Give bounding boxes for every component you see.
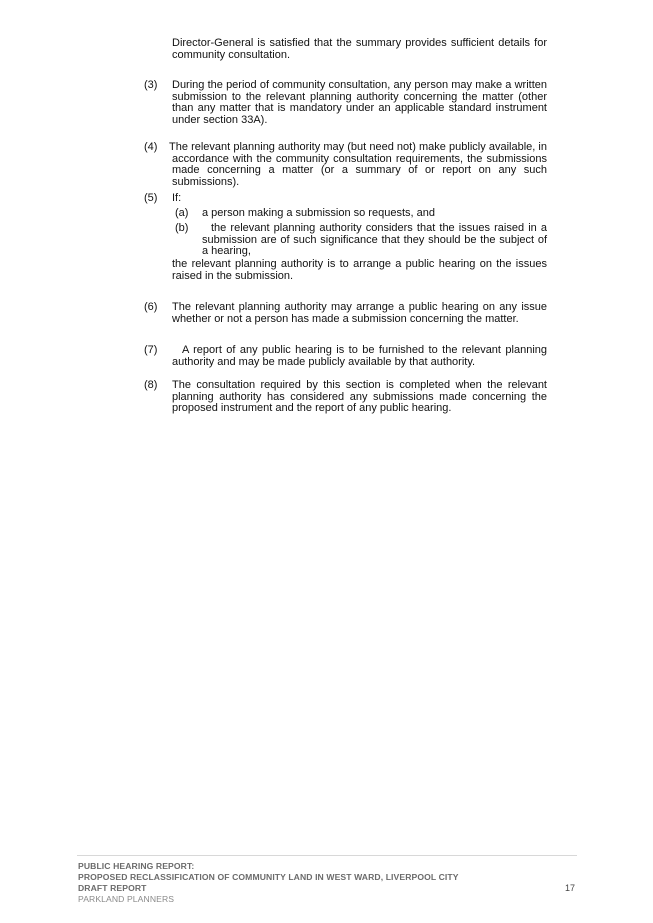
clause-6-number: (6) <box>144 301 158 313</box>
clause-8-text: The consultation required by this section is completed when the relevant planning authority has considered any submissions made concerning the proposed instrument and the report of any public hearing. <box>172 379 547 415</box>
clause-7-text: A report of any public hearing is to be furnished to the relevant planning authority and may be made publicly available by that authority. <box>172 344 547 368</box>
clause-5b-text: the relevant planning authority considers that the issues raised in a submission are of such significance that they should be the subject of a hearing, <box>202 222 547 258</box>
clause-7-number: (7) <box>144 344 158 356</box>
clause-5a-number: (a) <box>175 207 189 219</box>
clause-8-number: (8) <box>144 379 158 391</box>
footer-organisation: PARKLAND PLANNERS <box>78 894 175 904</box>
clause-4-number: (4) <box>144 141 158 153</box>
clause-3-text: During the period of community consultation, any person may make a written submission to the relevant planning authority concerning the matter (other than any matter that is mandatory under an applicable standard instrument under section 33A). <box>172 79 547 126</box>
footer-report-status: DRAFT REPORT <box>78 883 147 893</box>
clause-5b-number: (b) <box>175 222 189 234</box>
page-number: 17 <box>565 883 576 893</box>
clause-6-text: The relevant planning authority may arrange a public hearing on any issue whether or not a person has made a submission concerning the matter. <box>172 301 547 325</box>
footer-divider <box>77 855 577 856</box>
intro-paragraph: Director-General is satisfied that the summary provides sufficient details for community consultation. <box>172 37 547 61</box>
clause-4-text: The relevant planning authority may (but need not) make publicly available, in accordance with the community consultation requirements, the submissions made concerning a matter (or a summary of or report on any such submissions). <box>169 141 547 188</box>
clause-5-tail: the relevant planning authority is to arrange a public hearing on the issues raised in the submission. <box>172 258 547 282</box>
clause-3-number: (3) <box>144 79 158 91</box>
footer-report-subtitle: PROPOSED RECLASSIFICATION OF COMMUNITY LAND IN WEST WARD, LIVERPOOL CITY <box>78 872 459 882</box>
clause-5a-text: a person making a submission so requests, and <box>202 207 435 219</box>
clause-5-text: If: <box>172 192 182 204</box>
footer-report-title: PUBLIC HEARING REPORT: <box>78 861 195 871</box>
clause-5-number: (5) <box>144 192 158 204</box>
